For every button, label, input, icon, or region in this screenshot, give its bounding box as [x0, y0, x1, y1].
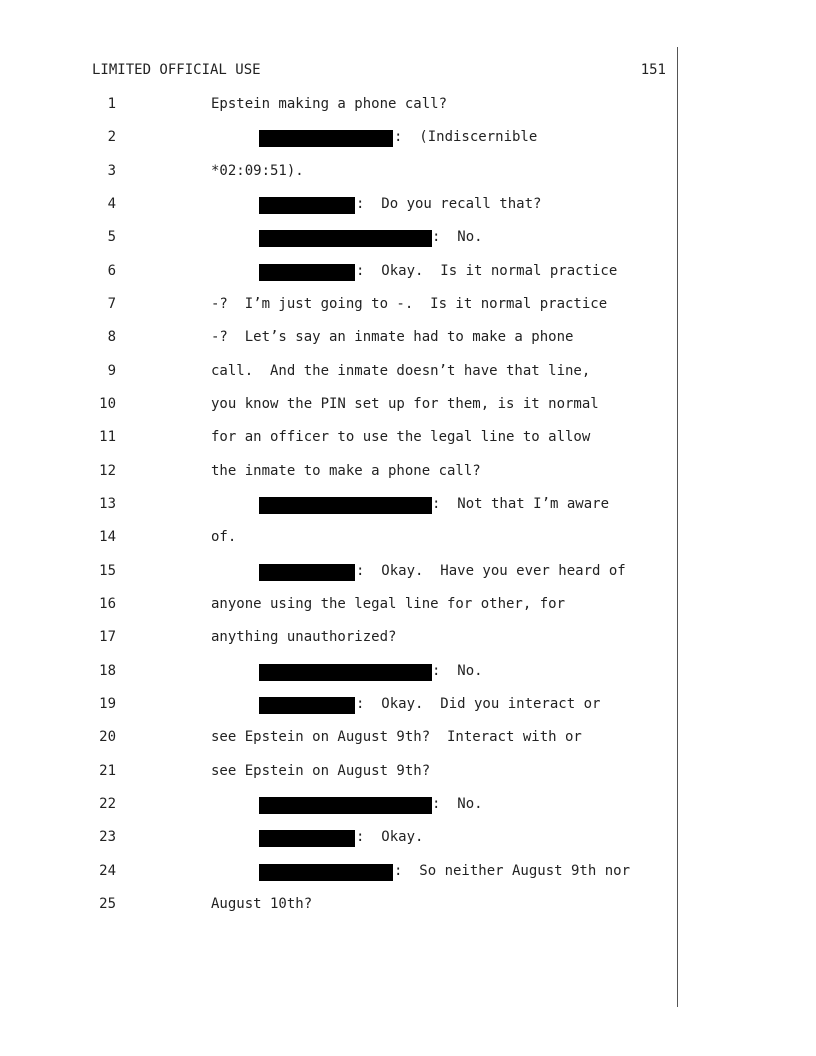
line-text: *02:09:51).	[211, 163, 304, 179]
line-text: : (Indiscernible	[394, 129, 538, 145]
line-text: see Epstein on August 9th? Interact with or	[211, 729, 582, 745]
line-number: 22	[99, 796, 116, 812]
line-number: 4	[107, 196, 116, 212]
speaker-redaction	[259, 797, 432, 814]
speaker-redaction	[259, 864, 393, 881]
line-number: 23	[99, 829, 116, 845]
line-number: 13	[99, 496, 116, 512]
line-text: Epstein making a phone call?	[211, 96, 448, 112]
line-text: August 10th?	[211, 896, 313, 912]
transcript-line	[0, 596, 676, 616]
line-number: 7	[107, 296, 116, 312]
line-number: 8	[107, 329, 116, 345]
line-number: 6	[107, 263, 116, 279]
line-text: : No.	[432, 229, 483, 245]
line-number: 1	[107, 96, 116, 112]
line-text: of.	[211, 529, 237, 545]
line-text: : No.	[432, 796, 483, 812]
line-text: : So neither August 9th nor	[394, 863, 631, 879]
line-number: 9	[107, 363, 116, 379]
transcript-line	[0, 296, 676, 316]
right-margin-rule	[677, 47, 678, 1007]
line-text: : Do you recall that?	[356, 196, 542, 212]
line-number: 10	[99, 396, 116, 412]
transcript-line	[0, 863, 676, 883]
speaker-redaction	[259, 564, 355, 581]
line-text: : Okay. Have you ever heard of	[356, 563, 626, 579]
transcript-line	[0, 129, 676, 149]
line-number: 17	[99, 629, 116, 645]
line-number: 19	[99, 696, 116, 712]
page-number: 151	[640, 62, 666, 78]
speaker-redaction	[259, 664, 432, 681]
transcript-line	[0, 263, 676, 283]
transcript-line	[0, 796, 676, 816]
transcript-line	[0, 163, 676, 183]
line-number: 21	[99, 763, 116, 779]
line-text: : Okay. Did you interact or	[356, 696, 601, 712]
speaker-redaction	[259, 230, 432, 247]
line-number: 24	[99, 863, 116, 879]
line-text: see Epstein on August 9th?	[211, 763, 431, 779]
line-text: anything unauthorized?	[211, 629, 397, 645]
transcript-line	[0, 763, 676, 783]
transcript-line	[0, 829, 676, 849]
transcript-line	[0, 96, 676, 116]
speaker-redaction	[259, 830, 355, 847]
line-number: 14	[99, 529, 116, 545]
transcript-line	[0, 529, 676, 549]
transcript-line	[0, 229, 676, 249]
line-number: 25	[99, 896, 116, 912]
transcript-line	[0, 396, 676, 416]
transcript-line	[0, 696, 676, 716]
line-number: 12	[99, 463, 116, 479]
line-text: the inmate to make a phone call?	[211, 463, 481, 479]
line-number: 20	[99, 729, 116, 745]
transcript-line	[0, 329, 676, 349]
line-text: call. And the inmate doesn’t have that line,	[211, 363, 591, 379]
line-text: you know the PIN set up for them, is it normal	[211, 396, 599, 412]
line-text: for an officer to use the legal line to allow	[211, 429, 591, 445]
line-text: : No.	[432, 663, 483, 679]
line-number: 11	[99, 429, 116, 445]
speaker-redaction	[259, 197, 355, 214]
transcript-line	[0, 663, 676, 683]
line-number: 15	[99, 563, 116, 579]
transcript-line	[0, 729, 676, 749]
line-text: anyone using the legal line for other, for	[211, 596, 566, 612]
transcript-line	[0, 629, 676, 649]
line-text: : Not that I’m aware	[432, 496, 610, 512]
speaker-redaction	[259, 497, 432, 514]
line-text: : Okay. Is it normal practice	[356, 263, 618, 279]
line-text: -? I’m just going to -. Is it normal practice	[211, 296, 608, 312]
line-text: : Okay.	[356, 829, 424, 845]
transcript-line	[0, 563, 676, 583]
line-number: 3	[107, 163, 116, 179]
transcript-line	[0, 496, 676, 516]
line-number: 2	[107, 129, 116, 145]
speaker-redaction	[259, 264, 355, 281]
line-number: 18	[99, 663, 116, 679]
transcript-line	[0, 429, 676, 449]
line-number: 16	[99, 596, 116, 612]
line-text: -? Let’s say an inmate had to make a phone	[211, 329, 574, 345]
transcript-line	[0, 196, 676, 216]
line-number: 5	[107, 229, 116, 245]
transcript-line	[0, 463, 676, 483]
transcript-line	[0, 363, 676, 383]
classification-header: LIMITED OFFICIAL USE	[92, 62, 261, 78]
speaker-redaction	[259, 697, 355, 714]
speaker-redaction	[259, 130, 393, 147]
transcript-line	[0, 896, 676, 916]
